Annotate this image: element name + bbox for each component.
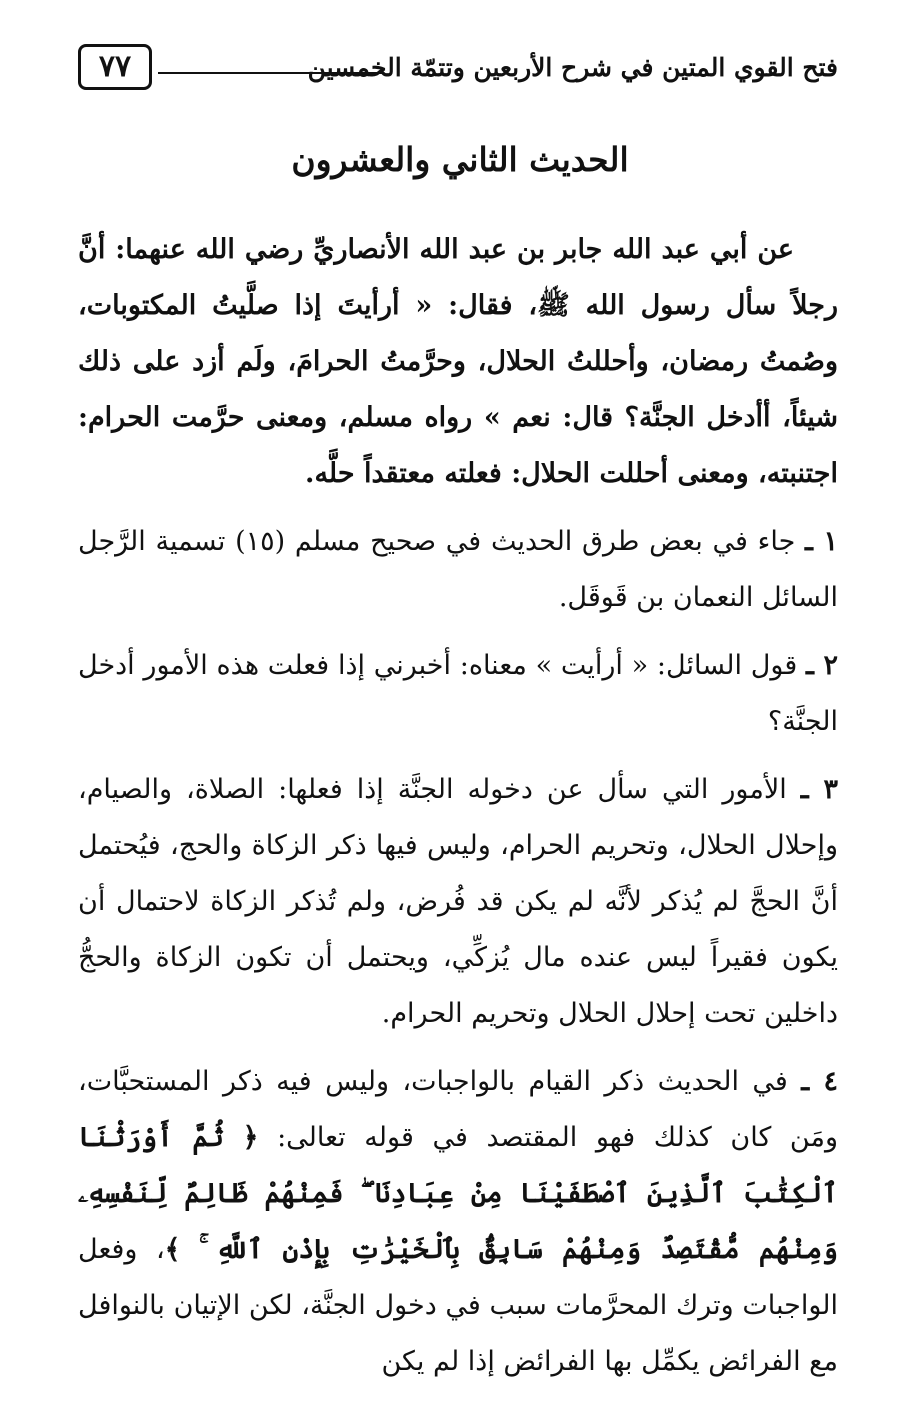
verse-close-bracket: ﴾	[164, 1234, 181, 1265]
header-rule	[158, 72, 383, 74]
verse-open-bracket: ﴿	[242, 1122, 259, 1153]
point-text: الأمور التي سأل عن دخوله الجنَّة إذا فعلها: الصلاة، والصيام، وإحلال الحلال، وتحريم الحرام، وليس فيها ذكر الزكاة والحج، فيُحتمل أنَّ الحجَّ لم يُذكر لأنَّه لم يكن قد فُرض، ولم تُذكر الزكاة لاحتمال أن يكون فقيراً ليس عنده مال يُزكِّي، ويحتمل أن تكون الزكاة والحجُّ داخلين تحت إحلال الحلال وتحريم الحرام.	[78, 774, 838, 1029]
point-4	[78, 1054, 838, 1390]
quran-verse: ثُمَّ أَوْرَثْنَا ٱلْكِتَٰبَ ٱلَّذِينَ ٱصْطَفَيْنَا مِنْ عِبَادِنَا ۖ فَمِنْهُمْ ظَالِمٌ لِّنَفْسِهِۦ وَمِنْهُم مُّقْتَصِدٌ وَمِنْهُمْ سَابِقٌۢ بِٱلْخَيْرَٰتِ بِإِذْنِ ٱللَّهِ ۚ	[78, 1122, 838, 1265]
point-number: ٣ ـ	[800, 774, 838, 805]
page-content	[78, 222, 838, 1402]
point-number: ٤ ـ	[801, 1066, 838, 1097]
hadith-text: عن أبي عبد الله جابر بن عبد الله الأنصاريِّ رضي الله عنهما: أنَّ رجلاً سأل رسول الله ﷺ، فقال: « أرأيتَ إذا صلَّيتُ المكتوبات، وصُمتُ رمضان، وأحللتُ الحلال، وحرَّمتُ الحرامَ، ولَم أزد على ذلك شيئاً، أأدخل الجنَّة؟ قال: نعم » رواه مسلم، ومعنى حرَّمت الحرام: اجتنبته، ومعنى أحللت الحلال: فعلته معتقداً حلَّه.	[78, 234, 838, 489]
point-2	[78, 638, 838, 750]
point-text: قول السائل: « أرأيت » معناه: أخبرني إذا فعلت هذه الأمور أدخل الجنَّة؟	[78, 650, 838, 737]
point-text-after: ، وفعل الواجبات وترك المحرَّمات سبب في دخول الجنَّة، لكن الإتيان بالنوافل مع الفرائض يكمِّل بها الفرائض إذا لم يكن	[78, 1234, 838, 1377]
page-number: ٧٧	[78, 44, 152, 90]
chapter-title: الحديث الثاني والعشرون	[291, 140, 629, 179]
point-text-before: في الحديث ذكر القيام بالواجبات، وليس فيه ذكر المستحبَّات، ومَن كان كذلك فهو المقتصد في قوله تعالى:	[78, 1066, 838, 1153]
point-number: ٢ ـ	[806, 650, 838, 681]
page-header	[78, 40, 838, 100]
book-title: فتح القوي المتين في شرح الأربعين وتتمّة الخمسين	[307, 53, 838, 82]
point-text: جاء في بعض طرق الحديث في صحيح مسلم (١٥) تسمية الرَّجل السائل النعمان بن قَوقَل.	[78, 526, 838, 613]
point-1	[78, 514, 838, 626]
point-3	[78, 762, 838, 1042]
point-number: ١ ـ	[805, 526, 839, 557]
